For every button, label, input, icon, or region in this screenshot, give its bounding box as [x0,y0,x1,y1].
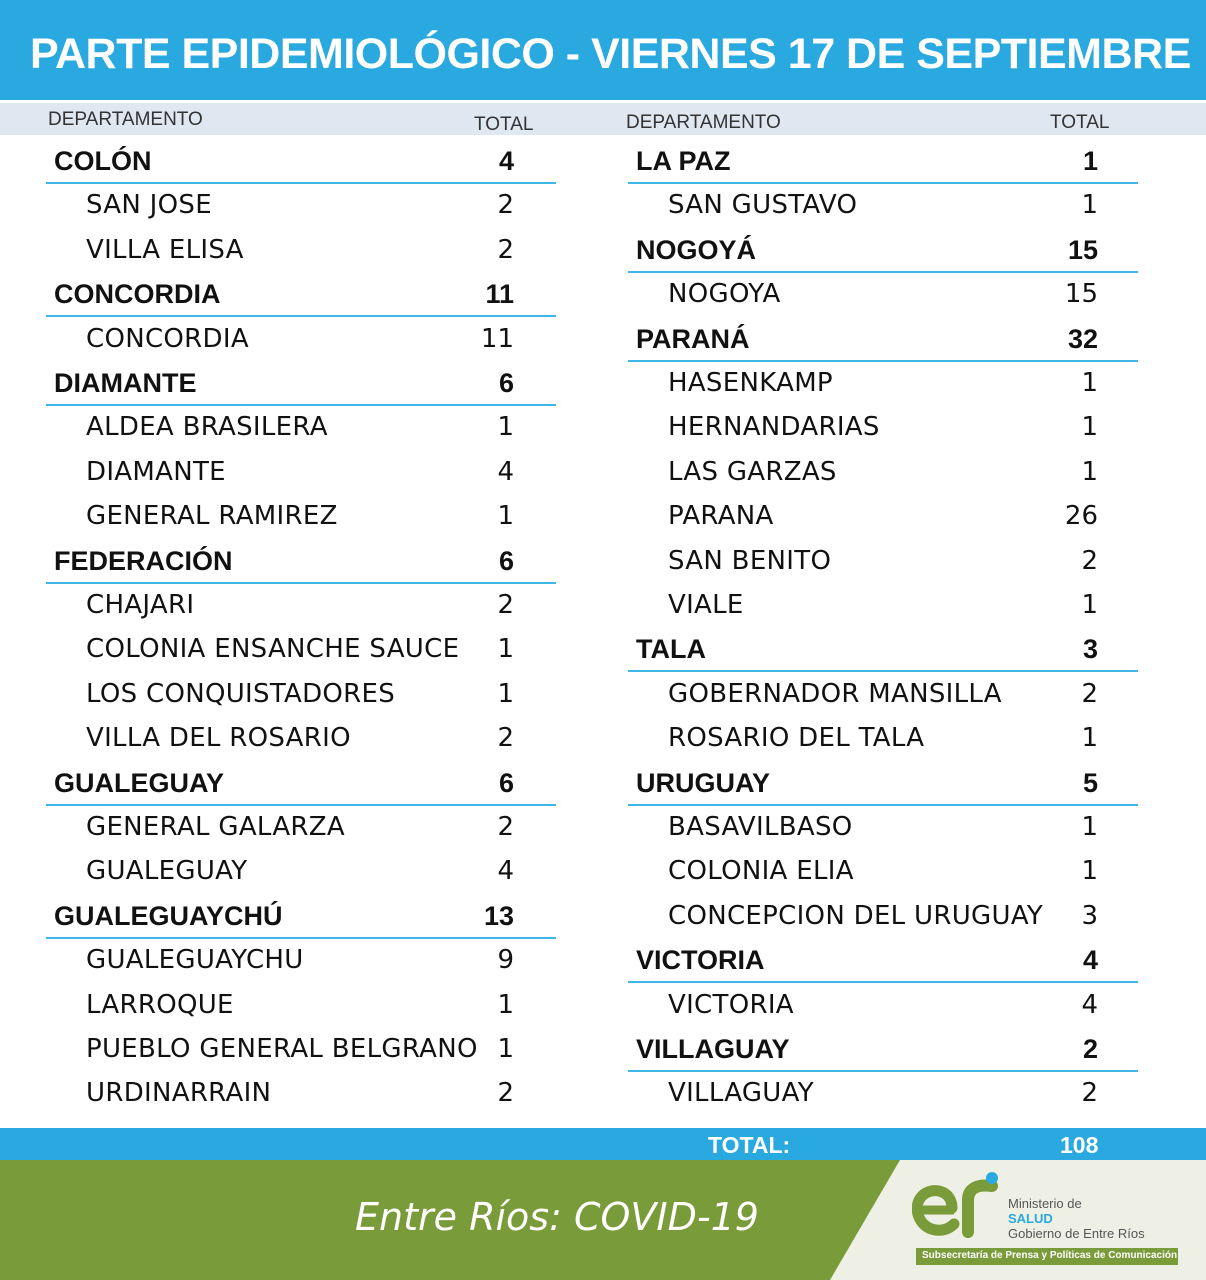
locality-total: 11 [480,323,514,354]
header-banner [0,0,1206,100]
locality-total: 15 [1064,279,1098,310]
total-label: TOTAL: [708,1132,791,1158]
total-bar [0,1128,1206,1160]
er-logo-icon [912,1170,1007,1240]
locality-name: PARANA [668,501,774,532]
department-name: URUGUAY [636,767,771,798]
locality-total: 1 [1081,723,1098,754]
locality-name: COLONIA ENSANCHE SAUCE [86,634,460,665]
department-name: COLÓN [54,146,152,176]
locality-row [628,271,1138,315]
right-total-label: TOTAL [1050,112,1110,133]
left-dept-label: DEPARTAMENTO [48,109,203,130]
department-row [628,626,1138,672]
locality-row [46,227,556,271]
locality-name: DIAMANTE [86,456,226,487]
locality-total: 2 [497,190,514,221]
locality-name: SAN BENITO [668,545,832,576]
left-column-header [0,103,598,135]
page-title: PARTE EPIDEMIOLÓGICO - VIERNES 17 DE SEPTIEMBRE [30,30,1191,78]
locality-name: CONCORDIA [86,323,249,354]
locality-name: VILLAGUAY [668,1078,814,1109]
logo-line-1: Ministerio de [1008,1196,1082,1211]
locality-total: 2 [497,723,514,754]
locality-total: 2 [1081,545,1098,576]
locality-name: HERNANDARIAS [668,412,880,443]
locality-row [46,582,556,626]
department-row [46,538,556,584]
locality-total: 2 [497,590,514,620]
locality-total: 4 [1081,989,1098,1020]
department-name: VILLAGUAY [636,1034,790,1064]
locality-row [628,493,1138,537]
department-name: NOGOYÁ [636,234,757,265]
locality-name: LOS CONQUISTADORES [86,678,396,709]
locality-row [46,1070,556,1114]
locality-row [46,493,556,537]
department-total: 6 [498,545,514,576]
total-value: 108 [1060,1132,1099,1158]
department-row [628,316,1138,362]
department-total: 6 [498,767,514,798]
locality-name: GENERAL RAMIREZ [86,501,338,532]
logo-strip-text: Subsecretaría de Prensa y Políticas de Comunicación [922,1250,1178,1261]
locality-row [46,804,556,848]
department-total: 1 [1082,146,1098,176]
locality-row [46,848,556,892]
department-total: 15 [1067,234,1098,265]
locality-total: 2 [1081,678,1098,709]
locality-name: GOBERNADOR MANSILLA [668,678,1002,709]
locality-row [46,982,556,1026]
locality-name: VIALE [668,590,744,620]
locality-row [628,1070,1138,1114]
department-row [46,360,556,406]
locality-row [628,893,1138,937]
locality-name: COLONIA ELIA [668,856,854,887]
department-name: PARANÁ [636,323,750,354]
locality-total: 9 [497,945,514,976]
locality-total: 1 [1081,590,1098,620]
department-name: DIAMANTE [54,368,197,398]
department-total: 13 [483,900,514,931]
locality-row [628,404,1138,448]
locality-name: ROSARIO DEL TALA [668,723,925,754]
locality-name: ALDEA BRASILERA [86,412,328,443]
department-total: 4 [1082,945,1098,976]
footer-tagline: Entre Ríos: COVID-19 [355,1195,759,1239]
department-row [628,138,1138,184]
locality-name: VILLA DEL ROSARIO [86,723,351,754]
locality-row [46,1026,556,1070]
locality-row [628,449,1138,493]
department-row [46,760,556,806]
locality-total: 2 [497,234,514,265]
department-name: VICTORIA [636,945,765,976]
logo-strip [916,1248,1178,1265]
locality-name: GENERAL GALARZA [86,812,345,842]
department-name: CONCORDIA [54,279,221,310]
locality-row [46,626,556,670]
department-row [46,271,556,317]
department-row [628,760,1138,806]
department-name: FEDERACIÓN [54,545,233,576]
locality-name: LAS GARZAS [668,456,837,487]
locality-name: BASAVILBASO [668,812,853,842]
locality-row [46,671,556,715]
locality-total: 1 [497,634,514,665]
locality-name: VILLA ELISA [86,234,244,265]
locality-total: 1 [497,412,514,443]
locality-name: CONCEPCION DEL URUGUAY [668,900,1044,931]
locality-total: 1 [497,501,514,532]
ministry-logo-text [1008,1196,1145,1241]
locality-name: GUALEGUAY [86,856,248,887]
locality-total: 2 [1081,1078,1098,1109]
locality-name: VICTORIA [668,989,794,1020]
locality-row [628,982,1138,1026]
locality-total: 2 [497,812,514,842]
department-name: LA PAZ [636,146,731,176]
locality-row [46,182,556,226]
locality-row [46,316,556,360]
locality-row [628,182,1138,226]
locality-name: LARROQUE [86,989,234,1020]
locality-row [46,404,556,448]
locality-row [46,449,556,493]
locality-total: 4 [497,456,514,487]
right-dept-label: DEPARTAMENTO [626,112,781,133]
locality-name: CHAJARI [86,590,195,620]
locality-row [628,715,1138,759]
locality-total: 4 [497,856,514,887]
locality-total: 26 [1064,501,1098,532]
department-total: 4 [498,146,514,176]
locality-name: NOGOYA [668,279,781,310]
locality-total: 1 [1081,456,1098,487]
locality-row [628,671,1138,715]
locality-total: 1 [497,1034,514,1064]
department-total: 5 [1082,767,1098,798]
logo-line-2: SALUD [1008,1211,1053,1226]
department-row [628,1026,1138,1072]
locality-total: 1 [1081,190,1098,221]
locality-row [628,538,1138,582]
locality-name: PUEBLO GENERAL BELGRANO [86,1034,478,1064]
locality-name: SAN GUSTAVO [668,190,858,221]
department-name: GUALEGUAYCHÚ [54,900,283,931]
locality-total: 2 [497,1078,514,1109]
locality-row [628,360,1138,404]
department-row [628,937,1138,983]
locality-total: 1 [1081,412,1098,443]
locality-row [628,804,1138,848]
department-row [46,138,556,184]
department-total: 11 [485,279,514,310]
locality-name: HASENKAMP [668,368,833,398]
department-total: 6 [498,368,514,398]
locality-total: 1 [497,989,514,1020]
locality-row [46,715,556,759]
department-total: 3 [1082,634,1098,665]
department-total: 2 [1082,1034,1098,1064]
right-column-header [598,103,1206,135]
locality-total: 3 [1081,900,1098,931]
locality-total: 1 [1081,368,1098,398]
department-row [46,893,556,939]
left-total-label: TOTAL [474,114,534,135]
department-total: 32 [1067,323,1098,354]
locality-name: URDINARRAIN [86,1078,272,1109]
locality-row [628,582,1138,626]
logo-line-3: Gobierno de Entre Ríos [1008,1226,1145,1241]
department-row [628,227,1138,273]
locality-name: GUALEGUAYCHU [86,945,304,976]
department-name: TALA [636,634,706,665]
locality-row [628,848,1138,892]
locality-row [46,937,556,981]
department-name: GUALEGUAY [54,767,225,798]
locality-total: 1 [1081,812,1098,842]
locality-total: 1 [1081,856,1098,887]
locality-total: 1 [497,678,514,709]
locality-name: SAN JOSE [86,190,212,221]
